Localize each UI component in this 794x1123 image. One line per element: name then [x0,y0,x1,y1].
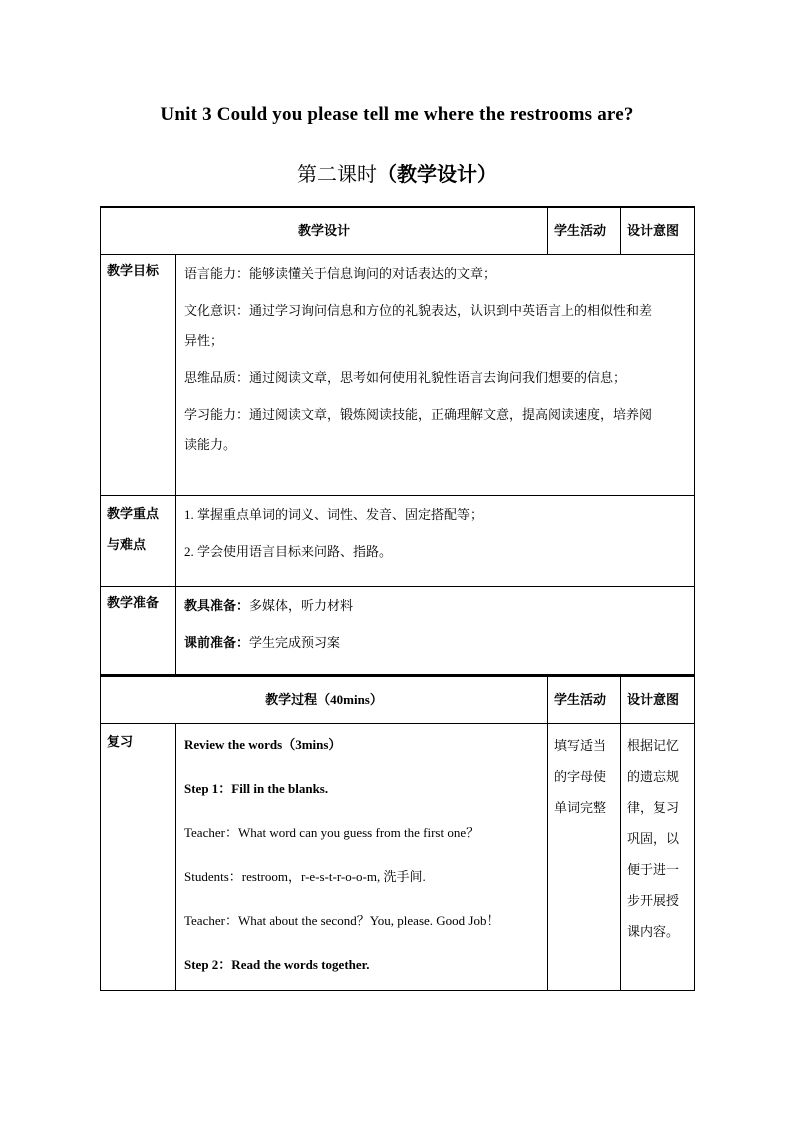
key-points-label [101,496,176,587]
header-design: 教学设计 [101,207,548,255]
intent-line: 便于进一 [627,862,680,877]
activity-line: 填写适当 [554,738,607,753]
preparation-item [184,628,686,658]
preparation-value: 学生完成预习案 [249,635,341,650]
document-title: Unit 3 Could you please tell me where the restrooms are? [160,104,634,125]
review-line: Teacher：What word can you guess from the first one？ [184,825,480,840]
preparation-label: 教学准备 [101,587,176,675]
document-subtitle [0,158,794,187]
review-line: Step 1：Fill in the blanks. [184,781,329,796]
header-activity: 学生活动 [548,207,621,255]
review-line: Students：restroom，r-e-s-t-r-o-o-m, 洗手间. [184,869,426,884]
header-intent: 设计意图 [621,676,695,724]
objectives-label: 教学目标 [101,255,176,496]
review-intent [621,724,695,991]
objective-line: 文化意识：通过学习询问信息和方位的礼貌表达，认识到中英语言上的相似性和差 [184,303,653,318]
header-activity: 学生活动 [548,676,621,724]
preparation-item [184,591,686,621]
key-point-line: 2. 学会使用语言目标来问路、指路。 [184,544,393,559]
review-content [176,724,548,991]
design-table [100,206,695,675]
subtitle-bold: （教学设计） [377,164,497,186]
process-table [100,675,695,991]
review-line: Review the words（3mins） [184,737,342,752]
objective-line: 读能力。 [184,437,237,452]
review-label: 复习 [101,724,176,991]
preparation-value: 多媒体，听力材料 [249,598,354,613]
objective-line: 异性； [184,333,224,348]
key-points-label-line: 与难点 [107,537,147,552]
intent-line: 巩固，以 [627,831,680,846]
preparation-key: 教具准备： [184,598,250,613]
objective-line: 语言能力：能够读懂关于信息询问的对话表达的文章； [184,266,497,281]
key-points-content [176,496,695,587]
key-points-label-line: 教学重点 [107,506,160,521]
activity-line: 的字母使 [554,769,607,784]
header-intent: 设计意图 [621,207,695,255]
activity-line: 单词完整 [554,800,607,815]
objective-line: 学习能力：通过阅读文章，锻炼阅读技能，正确理解文意，提高阅读速度，培养阅 [184,407,653,422]
objective-line: 思维品质：通过阅读文章，思考如何使用礼貌性语言去询问我们想要的信息； [184,370,627,385]
preparation-content [176,587,695,675]
intent-line: 律，复习 [627,800,680,815]
intent-line: 的遗忘规 [627,769,680,784]
key-point-line: 1. 掌握重点单词的词义、词性、发音、固定搭配等； [184,507,484,522]
intent-line: 步开展授 [627,893,680,908]
header-process: 教学过程（40mins） [101,676,548,724]
review-line: Teacher：What about the second？You, please. Good Job！ [184,913,500,928]
review-activity [548,724,621,991]
subtitle-prefix: 第二课时 [297,164,377,186]
review-line: Step 2：Read the words together. [184,957,370,972]
intent-line: 课内容。 [627,924,680,939]
preparation-key: 课前准备： [184,635,250,650]
intent-line: 根据记忆 [627,738,680,753]
objectives-content [176,255,695,496]
